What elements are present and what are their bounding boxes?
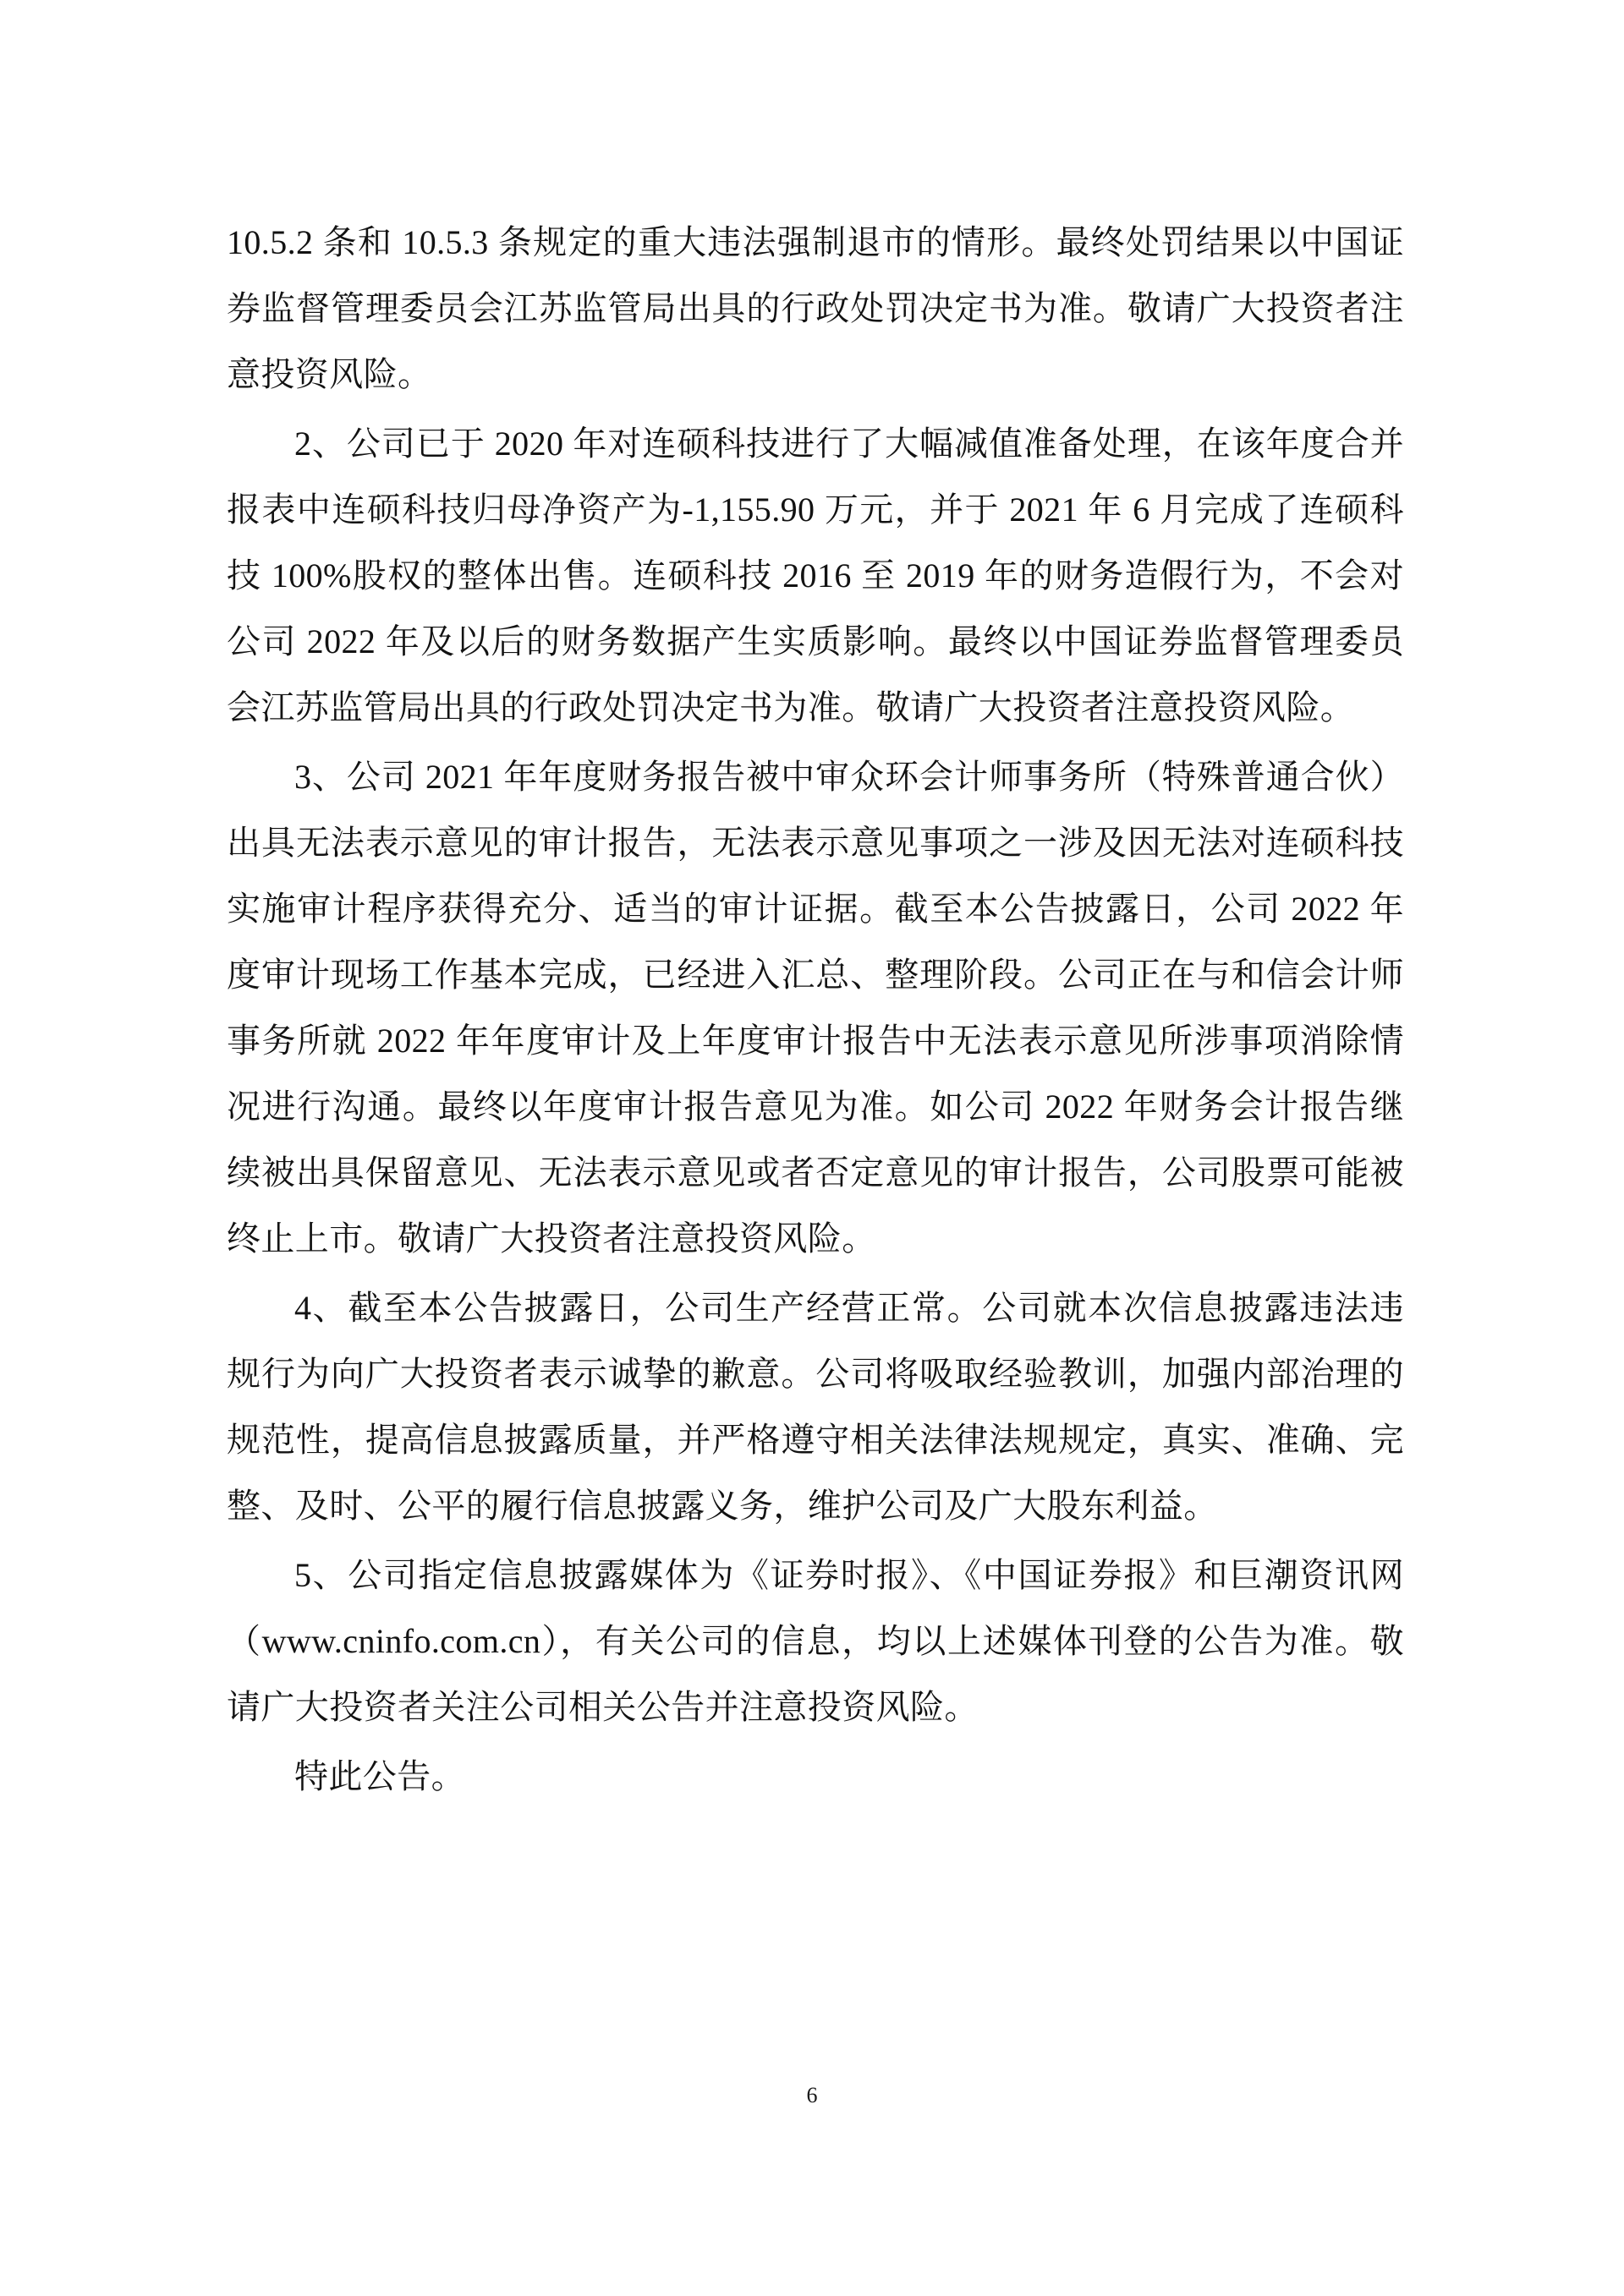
paragraph-item-2: 2、公司已于 2020 年对连硕科技进行了大幅减值准备处理，在该年度合并报表中连硕科技归母净资产为-1,155.90 万元，并于 2021 年 6 月完成了连硕科技 100%股权的整体出售。连硕科技 2016 至 2019 年的财务造假行为，不会对公司 2022 年及以后的财务数据产生实质影响。最终以中国证券监督管理委员会江苏监管局出具的行政处罚决定书为准。敬请广大投资者注意投资风险。 bbox=[227, 425, 1404, 726]
paragraph-continuation: 10.5.2 条和 10.5.3 条规定的重大违法强制退市的情形。最终处罚结果以中国证券监督管理委员会江苏监管局出具的行政处罚决定书为准。敬请广大投资者注意投资风险。 bbox=[227, 223, 1404, 393]
paragraph-item-3: 3、公司 2021 年年度财务报告被中审众环会计师事务所（特殊普通合伙）出具无法表示意见的审计报告，无法表示意见事项之一涉及因无法对连硕科技实施审计程序获得充分、适当的审计证据。截至本公告披露日，公司 2022 年度审计现场工作基本完成，已经进入汇总、整理阶段。公司正在与和信会计师事务所就 2022 年年度审计及上年度审计报告中无法表示意见所涉事项消除情况进行沟通。最终以年度审计报告意见为准。如公司 2022 年财务会计报告继续被出具保留意见、无法表示意见或者否定意见的审计报告，公司股票可能被终止上市。敬请广大投资者注意投资风险。 bbox=[227, 758, 1404, 1258]
document-body bbox=[227, 210, 1404, 1813]
paragraph-closing: 特此公告。 bbox=[294, 1757, 465, 1795]
paragraph-item-4: 4、截至本公告披露日，公司生产经营正常。公司就本次信息披露违法违规行为向广大投资者表示诚挚的歉意。公司将吸取经验教训，加强内部治理的规范性，提高信息披露质量，并严格遵守相关法律法规规定，真实、准确、完整、及时、公平的履行信息披露义务，维护公司及广大股东利益。 bbox=[227, 1289, 1404, 1525]
page-number: 6 bbox=[806, 2083, 818, 2107]
paragraph-item-5: 5、公司指定信息披露媒体为《证券时报》、《中国证券报》和巨潮资讯网（www.cninfo.com.cn），有关公司的信息，均以上述媒体刊登的公告为准。敬请广大投资者关注公司相关公告并注意投资风险。 bbox=[227, 1556, 1404, 1726]
